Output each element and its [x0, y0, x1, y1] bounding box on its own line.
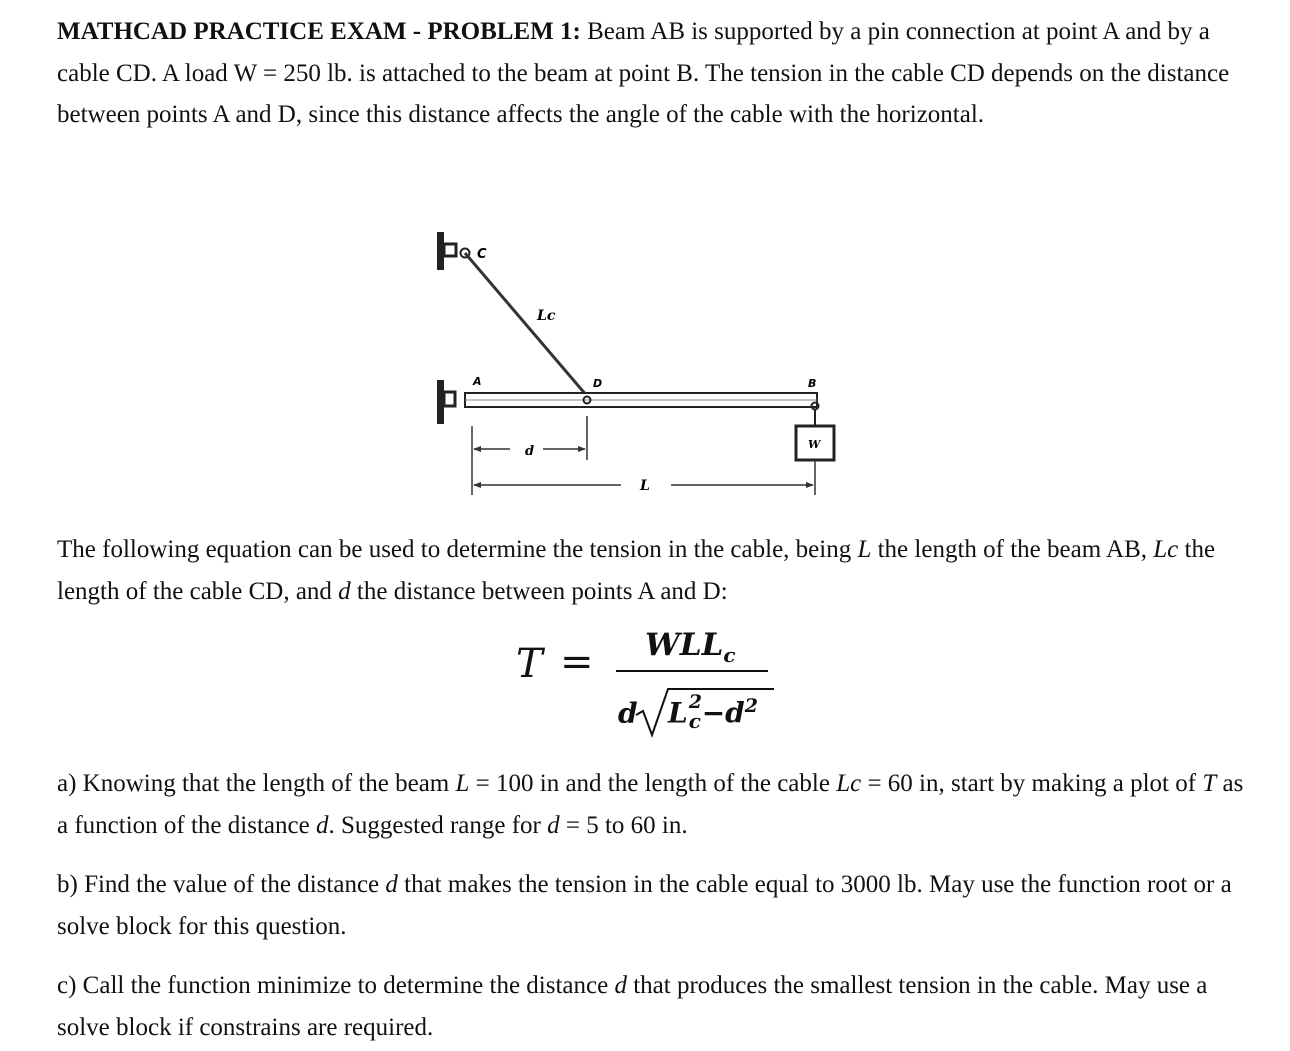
- equation-equals: =: [560, 639, 594, 685]
- label-b: B: [808, 377, 817, 390]
- equation-lhs: T: [516, 641, 543, 687]
- question-a: a) Knowing that the length of the beam L = 100 in and the length of the cable Lc = 60 in, start by making a plot of T as a function of the distance d. Suggested range for d = 5 to 60 in.: [57, 770, 1244, 839]
- equation-numerator: $WLL_c$: [645, 627, 736, 668]
- fraction-bar: [616, 670, 768, 672]
- question-c: c) Call the function minimize to determine the distance d that produces the smallest tension in the cable. May use a solve block if constrains are required.: [57, 972, 1208, 1041]
- label-c: C: [477, 247, 487, 262]
- equation-intro: The following equation can be used to determine the tension in the cable, being L the length of the beam AB, Lc the length of the cable CD, and d the distance between points A and D:: [57, 536, 1216, 605]
- var-d: d: [338, 577, 351, 605]
- cable-cd: [465, 253, 587, 396]
- label-lc: Lc: [537, 308, 556, 324]
- label-a: A: [473, 375, 482, 388]
- label-w: W: [808, 438, 821, 451]
- label-l-dimension: L: [640, 478, 650, 494]
- var-lc: Lc: [1153, 536, 1179, 563]
- equation-denominator: d L 2 c $-d^2$: [616, 685, 776, 745]
- var-l: L: [857, 536, 872, 563]
- wall-support-c: [437, 232, 470, 270]
- label-d-point: D: [593, 377, 603, 390]
- problem-intro-text: Beam AB is supported by a pin connection at point A and by a cable CD. A load W = 250 lb. is attached to the beam at point B. The tension in the cable CD depends on the distance between points A and D, since this distance affects the angle of the cable with the horizontal.: [57, 18, 1230, 128]
- problem-heading: MATHCAD PRACTICE EXAM - PROBLEM 1:: [57, 18, 581, 45]
- question-b: b) Find the value of the distance d that makes the tension in the cable equal to 3000 lb. May use the function root or a solve block for this question.: [57, 871, 1232, 940]
- label-d-dimension: d: [525, 444, 535, 459]
- problem-intro: [57, 11, 1247, 136]
- beam-cable-diagram: [425, 220, 855, 505]
- tension-equation: [510, 625, 780, 745]
